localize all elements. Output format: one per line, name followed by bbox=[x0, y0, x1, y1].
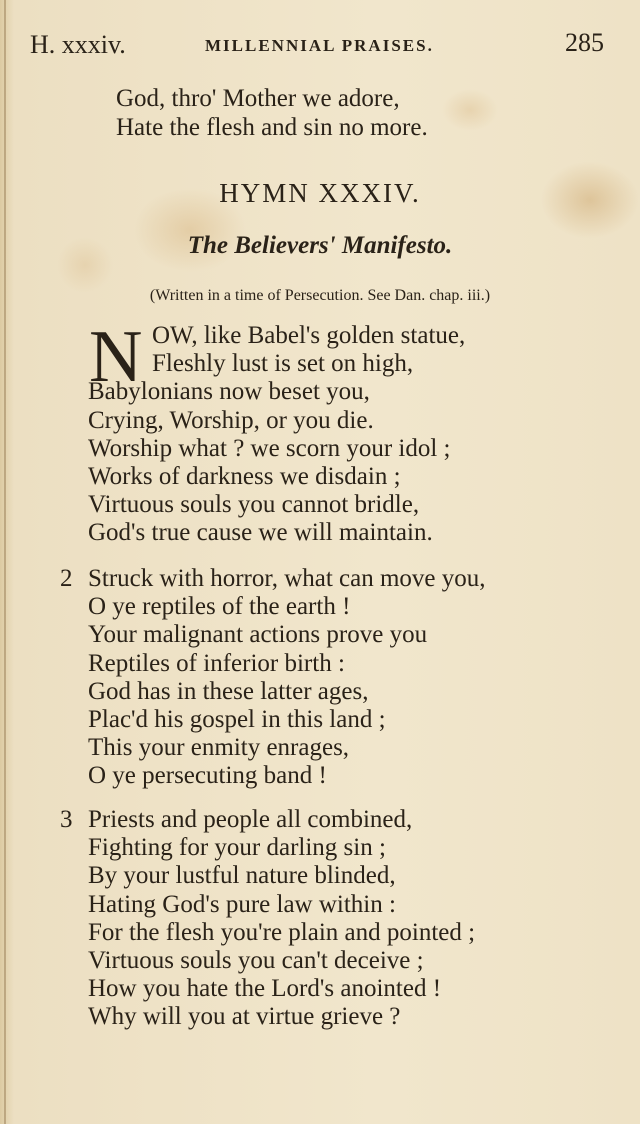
previous-hymn-closing bbox=[116, 84, 428, 142]
hymn-subtitle: The Believers' Manifesto. bbox=[187, 232, 453, 259]
verse-line: By your lustful nature blinded, bbox=[88, 862, 396, 890]
book-title: MILLENNIAL PRAISES. bbox=[205, 36, 434, 55]
verse-line: Reptiles of inferior birth : bbox=[88, 649, 345, 677]
verse-line: Babylonians now beset you, bbox=[88, 378, 370, 406]
closing-line: God, thro' Mother we adore, bbox=[116, 85, 400, 112]
hymn-title: HYMN XXXIV. bbox=[219, 178, 421, 208]
verse-line: O ye reptiles of the earth ! bbox=[88, 593, 351, 621]
page-number: 285 bbox=[565, 28, 604, 57]
verse-line: Crying, Worship, or you die. bbox=[88, 406, 374, 434]
verse-line: OW, like Babel's golden statue, bbox=[152, 322, 466, 349]
verse-line: For the flesh you're plain and pointed ; bbox=[88, 918, 476, 946]
verse-line: Struck with horror, what can move you, bbox=[88, 565, 486, 592]
verse-line: Plac'd his gospel in this land ; bbox=[88, 706, 386, 734]
drop-cap: N bbox=[89, 316, 143, 398]
stanza-3 bbox=[88, 806, 475, 1032]
verse-line: O ye persecuting band ! bbox=[88, 762, 327, 790]
running-header bbox=[0, 30, 640, 66]
verse-line: Virtuous souls you cannot bridle, bbox=[88, 491, 420, 519]
verse-line: This your enmity enrages, bbox=[88, 734, 350, 762]
verse-line: Hating God's pure law within : bbox=[88, 890, 396, 918]
verse-line: Works of darkness we disdain ; bbox=[88, 463, 401, 491]
stanza-2 bbox=[88, 565, 486, 791]
closing-line: Hate the flesh and sin no more. bbox=[116, 114, 428, 141]
stanza-number: 2 bbox=[60, 565, 73, 592]
page-binding-edge bbox=[4, 0, 6, 1124]
verse-line: Virtuous souls you can't deceive ; bbox=[88, 947, 424, 975]
hymn-note: (Written in a time of Persecution. See Dan. chap. iii.) bbox=[149, 287, 491, 304]
hymn-reference: H. xxxiv. bbox=[30, 30, 126, 59]
verse-line: How you hate the Lord's anointed ! bbox=[88, 975, 442, 1003]
verse-line: Your malignant actions prove you bbox=[88, 621, 428, 649]
verse-line: Fleshly lust is set on high, bbox=[152, 350, 414, 378]
stanza-1 bbox=[88, 316, 466, 548]
verse-line: Priests and people all combined, bbox=[88, 806, 413, 833]
verse-line: God's true cause we will maintain. bbox=[88, 519, 433, 547]
verse-line: God has in these latter ages, bbox=[88, 677, 369, 705]
verse-line: Why will you at virtue grieve ? bbox=[88, 1003, 401, 1031]
verse-line: Fighting for your darling sin ; bbox=[88, 834, 386, 862]
verse-line: Worship what ? we scorn your idol ; bbox=[88, 434, 451, 462]
stanza-number: 3 bbox=[60, 806, 73, 833]
